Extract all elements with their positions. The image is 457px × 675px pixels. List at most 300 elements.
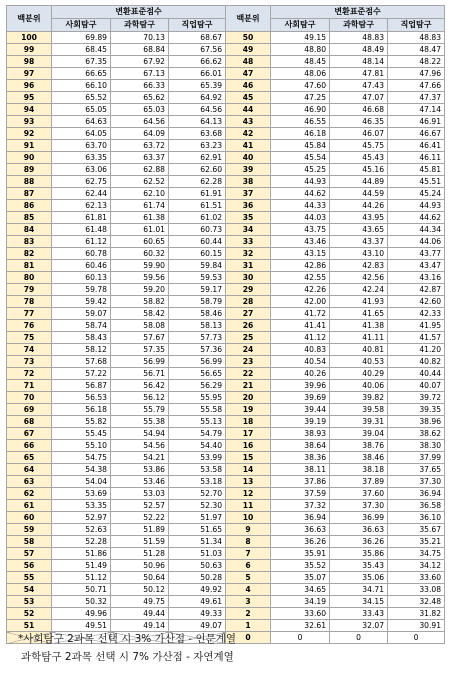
left-science-score-cell: 50.12 xyxy=(111,584,169,596)
left-science-score-cell: 62.10 xyxy=(111,188,169,200)
left-percentile-cell: 89 xyxy=(7,164,52,176)
left-science-score-cell: 51.89 xyxy=(111,524,169,536)
right-social-score-cell: 44.33 xyxy=(271,200,330,212)
right-percentile-cell: 7 xyxy=(226,548,271,560)
right-vocational-score-cell: 48.83 xyxy=(388,32,445,44)
right-science-score-cell: 0 xyxy=(330,632,388,644)
left-social-score-cell: 56.53 xyxy=(52,392,111,404)
left-science-score-cell: 62.88 xyxy=(111,164,169,176)
right-percentile-cell: 11 xyxy=(226,500,271,512)
right-social-score-cell: 33.60 xyxy=(271,608,330,620)
right-social-score-cell: 45.54 xyxy=(271,152,330,164)
left-vocational-score-cell: 49.07 xyxy=(169,620,226,632)
table-row xyxy=(7,536,445,548)
right-percentile-cell: 26 xyxy=(226,320,271,332)
right-vocational-score-cell: 34.75 xyxy=(388,548,445,560)
table-row xyxy=(7,212,445,224)
left-social-score-cell: 54.75 xyxy=(52,452,111,464)
left-vocational-score-cell: 59.84 xyxy=(169,260,226,272)
right-vocational-score-cell: 45.51 xyxy=(388,176,445,188)
table-row xyxy=(7,464,445,476)
left-percentile-cell: 75 xyxy=(7,332,52,344)
right-vocational-score-cell: 41.20 xyxy=(388,344,445,356)
left-social-score-cell: 63.06 xyxy=(52,164,111,176)
left-social-score-cell: 62.13 xyxy=(52,200,111,212)
right-social-score-cell: 41.12 xyxy=(271,332,330,344)
table-row xyxy=(7,320,445,332)
right-social-score-cell: 41.41 xyxy=(271,320,330,332)
left-percentile-cell: 92 xyxy=(7,128,52,140)
right-science-score-cell: 47.43 xyxy=(330,80,388,92)
table-row xyxy=(7,428,445,440)
header-converted-score-left: 변환표준점수 xyxy=(52,6,226,19)
left-vocational-score-cell: 58.46 xyxy=(169,308,226,320)
right-social-score-cell: 36.63 xyxy=(271,524,330,536)
left-vocational-score-cell: 64.56 xyxy=(169,104,226,116)
left-percentile-cell: 69 xyxy=(7,404,52,416)
right-vocational-score-cell: 47.96 xyxy=(388,68,445,80)
left-vocational-score-cell: 58.13 xyxy=(169,320,226,332)
right-social-score-cell: 46.18 xyxy=(271,128,330,140)
right-percentile-cell: 27 xyxy=(226,308,271,320)
right-percentile-cell: 35 xyxy=(226,212,271,224)
right-vocational-score-cell: 45.24 xyxy=(388,188,445,200)
left-science-score-cell: 65.62 xyxy=(111,92,169,104)
left-vocational-score-cell: 54.79 xyxy=(169,428,226,440)
left-vocational-score-cell: 55.95 xyxy=(169,392,226,404)
left-science-score-cell: 60.65 xyxy=(111,236,169,248)
left-social-score-cell: 49.96 xyxy=(52,608,111,620)
right-percentile-cell: 6 xyxy=(226,560,271,572)
right-vocational-score-cell: 36.94 xyxy=(388,488,445,500)
right-science-score-cell: 37.60 xyxy=(330,488,388,500)
left-vocational-score-cell: 53.18 xyxy=(169,476,226,488)
left-percentile-cell: 71 xyxy=(7,380,52,392)
right-science-score-cell: 42.83 xyxy=(330,260,388,272)
right-percentile-cell: 21 xyxy=(226,380,271,392)
right-social-score-cell: 34.65 xyxy=(271,584,330,596)
left-percentile-cell: 66 xyxy=(7,440,52,452)
right-vocational-score-cell: 40.07 xyxy=(388,380,445,392)
left-vocational-score-cell: 61.51 xyxy=(169,200,226,212)
right-vocational-score-cell: 48.22 xyxy=(388,56,445,68)
left-vocational-score-cell: 54.40 xyxy=(169,440,226,452)
table-row xyxy=(7,560,445,572)
left-vocational-score-cell: 53.58 xyxy=(169,464,226,476)
left-social-score-cell: 57.22 xyxy=(52,368,111,380)
left-percentile-cell: 57 xyxy=(7,548,52,560)
right-percentile-cell: 40 xyxy=(226,152,271,164)
right-percentile-cell: 23 xyxy=(226,356,271,368)
right-social-score-cell: 41.72 xyxy=(271,308,330,320)
left-percentile-cell: 53 xyxy=(7,596,52,608)
left-science-score-cell: 58.82 xyxy=(111,296,169,308)
right-social-score-cell: 35.91 xyxy=(271,548,330,560)
left-science-score-cell: 51.28 xyxy=(111,548,169,560)
left-vocational-score-cell: 63.23 xyxy=(169,140,226,152)
left-social-score-cell: 53.69 xyxy=(52,488,111,500)
left-vocational-score-cell: 68.67 xyxy=(169,32,226,44)
right-science-score-cell: 47.81 xyxy=(330,68,388,80)
left-social-score-cell: 63.70 xyxy=(52,140,111,152)
left-social-score-cell: 59.42 xyxy=(52,296,111,308)
left-social-score-cell: 54.38 xyxy=(52,464,111,476)
header-percentile-left: 백분위 xyxy=(7,6,52,32)
left-vocational-score-cell: 65.39 xyxy=(169,80,226,92)
right-science-score-cell: 41.93 xyxy=(330,296,388,308)
left-vocational-score-cell: 61.02 xyxy=(169,212,226,224)
right-social-score-cell: 42.55 xyxy=(271,272,330,284)
left-social-score-cell: 60.46 xyxy=(52,260,111,272)
right-percentile-cell: 10 xyxy=(226,512,271,524)
left-vocational-score-cell: 62.28 xyxy=(169,176,226,188)
right-social-score-cell: 44.03 xyxy=(271,212,330,224)
left-percentile-cell: 52 xyxy=(7,608,52,620)
left-percentile-cell: 95 xyxy=(7,92,52,104)
left-social-score-cell: 63.35 xyxy=(52,152,111,164)
left-science-score-cell: 59.90 xyxy=(111,260,169,272)
right-percentile-cell: 25 xyxy=(226,332,271,344)
right-science-score-cell: 40.29 xyxy=(330,368,388,380)
left-percentile-cell: 87 xyxy=(7,188,52,200)
right-social-score-cell: 36.26 xyxy=(271,536,330,548)
left-science-score-cell: 59.20 xyxy=(111,284,169,296)
right-science-score-cell: 43.37 xyxy=(330,236,388,248)
right-percentile-cell: 17 xyxy=(226,428,271,440)
left-vocational-score-cell: 52.70 xyxy=(169,488,226,500)
right-science-score-cell: 38.46 xyxy=(330,452,388,464)
right-science-score-cell: 44.59 xyxy=(330,188,388,200)
left-science-score-cell: 56.99 xyxy=(111,356,169,368)
right-social-score-cell: 39.96 xyxy=(271,380,330,392)
left-science-score-cell: 61.01 xyxy=(111,224,169,236)
right-social-score-cell: 48.80 xyxy=(271,44,330,56)
right-percentile-cell: 38 xyxy=(226,176,271,188)
left-science-score-cell: 64.56 xyxy=(111,116,169,128)
left-percentile-cell: 61 xyxy=(7,500,52,512)
table-row xyxy=(7,80,445,92)
right-percentile-cell: 32 xyxy=(226,248,271,260)
left-social-score-cell: 53.35 xyxy=(52,500,111,512)
right-vocational-score-cell: 37.65 xyxy=(388,464,445,476)
right-vocational-score-cell: 42.60 xyxy=(388,296,445,308)
right-science-score-cell: 34.71 xyxy=(330,584,388,596)
left-percentile-cell: 59 xyxy=(7,524,52,536)
right-science-score-cell: 36.99 xyxy=(330,512,388,524)
footnote-social: *사회탐구 2과목 선택 시 3% 가산점 - 인문계열 xyxy=(18,633,237,645)
right-science-score-cell: 43.65 xyxy=(330,224,388,236)
right-science-score-cell: 44.26 xyxy=(330,200,388,212)
right-social-score-cell: 38.64 xyxy=(271,440,330,452)
footnote-science: 과학탐구 2과목 선택 시 7% 가산점 - 자연계열 xyxy=(21,651,234,663)
left-social-score-cell: 51.49 xyxy=(52,560,111,572)
left-science-score-cell: 51.59 xyxy=(111,536,169,548)
left-social-score-cell: 51.86 xyxy=(52,548,111,560)
right-science-score-cell: 39.04 xyxy=(330,428,388,440)
right-vocational-score-cell: 39.35 xyxy=(388,404,445,416)
left-vocational-score-cell: 50.63 xyxy=(169,560,226,572)
left-science-score-cell: 56.12 xyxy=(111,392,169,404)
left-vocational-score-cell: 59.53 xyxy=(169,272,226,284)
left-percentile-cell: 74 xyxy=(7,344,52,356)
table-row xyxy=(7,284,445,296)
left-percentile-cell: 73 xyxy=(7,356,52,368)
right-social-score-cell: 40.26 xyxy=(271,368,330,380)
right-science-score-cell: 39.58 xyxy=(330,404,388,416)
table-row xyxy=(7,44,445,56)
right-social-score-cell: 47.25 xyxy=(271,92,330,104)
left-percentile-cell: 93 xyxy=(7,116,52,128)
right-science-score-cell: 38.18 xyxy=(330,464,388,476)
footnotes xyxy=(18,630,236,666)
left-percentile-cell: 94 xyxy=(7,104,52,116)
left-percentile-cell: 97 xyxy=(7,68,52,80)
table-row xyxy=(7,356,445,368)
left-percentile-cell: 86 xyxy=(7,200,52,212)
table-row xyxy=(7,332,445,344)
right-science-score-cell: 45.16 xyxy=(330,164,388,176)
right-vocational-score-cell: 43.77 xyxy=(388,248,445,260)
left-percentile-cell: 62 xyxy=(7,488,52,500)
left-social-score-cell: 49.51 xyxy=(52,620,111,632)
left-percentile-cell: 100 xyxy=(7,32,52,44)
right-science-score-cell: 37.89 xyxy=(330,476,388,488)
left-science-score-cell: 49.14 xyxy=(111,620,169,632)
right-social-score-cell: 37.86 xyxy=(271,476,330,488)
left-percentile-cell: 55 xyxy=(7,572,52,584)
left-science-score-cell: 55.79 xyxy=(111,404,169,416)
table-row xyxy=(7,548,445,560)
left-vocational-score-cell: 55.58 xyxy=(169,404,226,416)
left-science-score-cell: 52.22 xyxy=(111,512,169,524)
left-social-score-cell: 52.63 xyxy=(52,524,111,536)
left-percentile-cell: 99 xyxy=(7,44,52,56)
header-science-right: 과학탐구 xyxy=(330,19,388,32)
left-percentile-cell: 78 xyxy=(7,296,52,308)
right-social-score-cell: 42.86 xyxy=(271,260,330,272)
right-science-score-cell: 41.11 xyxy=(330,332,388,344)
right-vocational-score-cell: 41.57 xyxy=(388,332,445,344)
left-percentile-cell: 72 xyxy=(7,368,52,380)
left-social-score-cell: 57.68 xyxy=(52,356,111,368)
right-vocational-score-cell: 35.21 xyxy=(388,536,445,548)
right-percentile-cell: 20 xyxy=(226,392,271,404)
right-percentile-cell: 46 xyxy=(226,80,271,92)
left-vocational-score-cell: 57.73 xyxy=(169,332,226,344)
left-science-score-cell: 70.13 xyxy=(111,32,169,44)
left-social-score-cell: 65.52 xyxy=(52,92,111,104)
left-science-score-cell: 56.42 xyxy=(111,380,169,392)
right-science-score-cell: 40.06 xyxy=(330,380,388,392)
right-percentile-cell: 5 xyxy=(226,572,271,584)
left-social-score-cell: 55.10 xyxy=(52,440,111,452)
right-science-score-cell: 32.07 xyxy=(330,620,388,632)
right-social-score-cell: 37.32 xyxy=(271,500,330,512)
left-percentile-cell: 63 xyxy=(7,476,52,488)
right-percentile-cell: 9 xyxy=(226,524,271,536)
left-percentile-cell: 85 xyxy=(7,212,52,224)
left-social-score-cell: 60.13 xyxy=(52,272,111,284)
left-social-score-cell: 58.74 xyxy=(52,320,111,332)
right-social-score-cell: 0 xyxy=(271,632,330,644)
left-science-score-cell: 53.86 xyxy=(111,464,169,476)
left-percentile-cell: 90 xyxy=(7,152,52,164)
right-percentile-cell: 28 xyxy=(226,296,271,308)
left-science-score-cell: 62.52 xyxy=(111,176,169,188)
header-vocational-right: 직업탐구 xyxy=(388,19,445,32)
table-row xyxy=(7,236,445,248)
left-vocational-score-cell: 67.56 xyxy=(169,44,226,56)
left-percentile-cell: 91 xyxy=(7,140,52,152)
table-row xyxy=(7,272,445,284)
left-social-score-cell: 61.48 xyxy=(52,224,111,236)
left-vocational-score-cell: 49.33 xyxy=(169,608,226,620)
right-percentile-cell: 14 xyxy=(226,464,271,476)
right-social-score-cell: 42.26 xyxy=(271,284,330,296)
right-social-score-cell: 44.93 xyxy=(271,176,330,188)
left-science-score-cell: 63.72 xyxy=(111,140,169,152)
left-science-score-cell: 57.35 xyxy=(111,344,169,356)
right-vocational-score-cell: 34.12 xyxy=(388,560,445,572)
right-vocational-score-cell: 47.66 xyxy=(388,80,445,92)
right-science-score-cell: 40.53 xyxy=(330,356,388,368)
right-vocational-score-cell: 38.62 xyxy=(388,428,445,440)
table-row xyxy=(7,416,445,428)
right-science-score-cell: 36.63 xyxy=(330,524,388,536)
table-row xyxy=(7,608,445,620)
left-social-score-cell: 60.78 xyxy=(52,248,111,260)
left-science-score-cell: 60.32 xyxy=(111,248,169,260)
left-vocational-score-cell: 64.92 xyxy=(169,92,226,104)
right-vocational-score-cell: 38.96 xyxy=(388,416,445,428)
left-science-score-cell: 57.67 xyxy=(111,332,169,344)
left-science-score-cell: 49.75 xyxy=(111,596,169,608)
right-percentile-cell: 34 xyxy=(226,224,271,236)
right-science-score-cell: 37.30 xyxy=(330,500,388,512)
left-vocational-score-cell: 56.99 xyxy=(169,356,226,368)
right-vocational-score-cell: 35.67 xyxy=(388,524,445,536)
left-percentile-cell: 98 xyxy=(7,56,52,68)
right-vocational-score-cell: 37.99 xyxy=(388,452,445,464)
right-vocational-score-cell: 39.72 xyxy=(388,392,445,404)
right-science-score-cell: 43.95 xyxy=(330,212,388,224)
right-vocational-score-cell: 43.16 xyxy=(388,272,445,284)
left-social-score-cell: 55.82 xyxy=(52,416,111,428)
right-social-score-cell: 46.55 xyxy=(271,116,330,128)
right-social-score-cell: 32.61 xyxy=(271,620,330,632)
header-science-left: 과학탐구 xyxy=(111,19,169,32)
right-vocational-score-cell: 44.06 xyxy=(388,236,445,248)
left-percentile-cell: 81 xyxy=(7,260,52,272)
right-vocational-score-cell: 42.87 xyxy=(388,284,445,296)
right-percentile-cell: 43 xyxy=(226,116,271,128)
left-percentile-cell: 96 xyxy=(7,80,52,92)
left-percentile-cell: 82 xyxy=(7,248,52,260)
right-science-score-cell: 39.31 xyxy=(330,416,388,428)
right-vocational-score-cell: 43.47 xyxy=(388,260,445,272)
left-science-score-cell: 54.56 xyxy=(111,440,169,452)
right-percentile-cell: 3 xyxy=(226,596,271,608)
table-row xyxy=(7,572,445,584)
left-vocational-score-cell: 62.91 xyxy=(169,152,226,164)
left-percentile-cell: 83 xyxy=(7,236,52,248)
right-percentile-cell: 22 xyxy=(226,368,271,380)
right-social-score-cell: 39.44 xyxy=(271,404,330,416)
right-science-score-cell: 48.49 xyxy=(330,44,388,56)
left-social-score-cell: 61.12 xyxy=(52,236,111,248)
right-vocational-score-cell: 32.48 xyxy=(388,596,445,608)
right-science-score-cell: 35.86 xyxy=(330,548,388,560)
right-social-score-cell: 35.52 xyxy=(271,560,330,572)
left-science-score-cell: 63.37 xyxy=(111,152,169,164)
score-conversion-table xyxy=(6,5,445,644)
left-social-score-cell: 56.87 xyxy=(52,380,111,392)
left-social-score-cell: 61.81 xyxy=(52,212,111,224)
right-vocational-score-cell: 30.91 xyxy=(388,620,445,632)
table-row xyxy=(7,344,445,356)
right-percentile-cell: 42 xyxy=(226,128,271,140)
right-science-score-cell: 38.76 xyxy=(330,440,388,452)
right-percentile-cell: 50 xyxy=(226,32,271,44)
right-vocational-score-cell: 46.41 xyxy=(388,140,445,152)
left-social-score-cell: 58.43 xyxy=(52,332,111,344)
right-science-score-cell: 39.82 xyxy=(330,392,388,404)
right-social-score-cell: 39.19 xyxy=(271,416,330,428)
table-row xyxy=(7,92,445,104)
left-social-score-cell: 50.71 xyxy=(52,584,111,596)
right-science-score-cell: 48.83 xyxy=(330,32,388,44)
right-percentile-cell: 41 xyxy=(226,140,271,152)
right-social-score-cell: 47.60 xyxy=(271,80,330,92)
right-social-score-cell: 38.36 xyxy=(271,452,330,464)
table-row xyxy=(7,164,445,176)
table-row xyxy=(7,152,445,164)
right-science-score-cell: 35.43 xyxy=(330,560,388,572)
left-vocational-score-cell: 55.13 xyxy=(169,416,226,428)
right-social-score-cell: 38.11 xyxy=(271,464,330,476)
left-percentile-cell: 84 xyxy=(7,224,52,236)
right-social-score-cell: 43.46 xyxy=(271,236,330,248)
right-percentile-cell: 31 xyxy=(226,260,271,272)
left-vocational-score-cell: 66.62 xyxy=(169,56,226,68)
left-science-score-cell: 66.33 xyxy=(111,80,169,92)
left-vocational-score-cell: 63.68 xyxy=(169,128,226,140)
right-percentile-cell: 2 xyxy=(226,608,271,620)
table-body xyxy=(7,32,445,644)
left-vocational-score-cell: 51.03 xyxy=(169,548,226,560)
right-science-score-cell: 45.43 xyxy=(330,152,388,164)
right-social-score-cell: 48.06 xyxy=(271,68,330,80)
left-percentile-cell: 70 xyxy=(7,392,52,404)
right-science-score-cell: 41.38 xyxy=(330,320,388,332)
right-science-score-cell: 43.10 xyxy=(330,248,388,260)
left-social-score-cell: 51.12 xyxy=(52,572,111,584)
left-social-score-cell: 62.75 xyxy=(52,176,111,188)
header-social-right: 사회탐구 xyxy=(271,19,330,32)
right-percentile-cell: 37 xyxy=(226,188,271,200)
left-science-score-cell: 59.56 xyxy=(111,272,169,284)
left-vocational-score-cell: 51.34 xyxy=(169,536,226,548)
left-percentile-cell: 54 xyxy=(7,584,52,596)
table-row xyxy=(7,188,445,200)
left-science-score-cell: 54.21 xyxy=(111,452,169,464)
right-percentile-cell: 47 xyxy=(226,68,271,80)
left-science-score-cell: 68.84 xyxy=(111,44,169,56)
right-vocational-score-cell: 44.34 xyxy=(388,224,445,236)
left-percentile-cell: 64 xyxy=(7,464,52,476)
right-social-score-cell: 40.83 xyxy=(271,344,330,356)
table-row xyxy=(7,104,445,116)
